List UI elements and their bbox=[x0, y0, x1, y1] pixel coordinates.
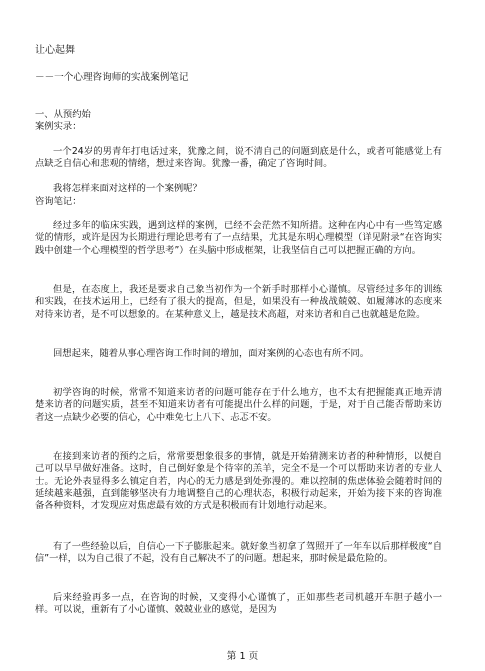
notes-paragraph-1: 经过多年的临床实践，遇到这样的案例，已经不会茫然不知所措。这种在内心中有一些笃定感觉的情形，或许是因为长期进行理论思考有了一点结果，尤其是东明心理模型（详见附录“在咨询实践中创建一个心理模型的哲学思考”）在头脑中形成框架，让我坚信自己可以把握正确的方向。 bbox=[35, 220, 442, 256]
case-paragraph-2: 我将怎样来面对这样的一个案例呢？ bbox=[53, 183, 202, 194]
notes-label: 咨询笔记： bbox=[35, 196, 82, 207]
notes-paragraph-3: 回想起来，随着从事心理咨询工作时间的增加，面对案例的心态也有所不同。 bbox=[53, 348, 370, 359]
document-title: 让心起舞 bbox=[35, 45, 75, 56]
notes-paragraph-2: 但是，在态度上，我还是要求自己象当初作为一个新手时那样小心谨慎。尽管经过多年的训练和实践，在技术运用上，已经有了很大的提高，但是，如果没有一种战战兢兢、如履薄冰的态度来对待来访者，是不可以想象的。在某种意义上，越是技术高超，对来访者和自己也就越是危险。 bbox=[35, 284, 442, 320]
case-label: 案例实录： bbox=[35, 121, 82, 132]
section-heading: 一、从预约始 bbox=[35, 109, 91, 120]
document-subtitle: －－一个心理咨询师的实战案例笔记 bbox=[35, 72, 189, 83]
notes-paragraph-4: 初学咨询的时候，常常不知道来访者的问题可能存在于什么地方，也不太有把握能真正地弄清楚来访者的问题实质，甚至不知道来访者有可能提出什么样的问题，于是，对于自己能否帮助来访者这一点缺少必要的信心，心中难免七上八下、忐忑不安。 bbox=[35, 387, 442, 423]
page-number: 第 1 页 bbox=[226, 651, 259, 662]
notes-paragraph-6: 有了一些经验以后，自信心一下子膨胀起来。就好象当初拿了驾照开了一年车以后那样极度“自信”一样，以为自己很了不起，没有自己解决不了的问题。想起来，那时候是最危险的。 bbox=[35, 541, 442, 565]
notes-paragraph-5: 在接到来访者的预约之后，常常要想象很多的事情，就是开始猜测来访者的种种情形，以便自己可以早早做好准备。这时，自己倒好象是个待宰的羔羊，完全不是一个可以帮助来访者的专业人士。无论外表显得多么镇定自若，内心的无力感是到处弥漫的。难以控制的焦虑体验会随着时间的延续越来越强，直到能够坚决有力地调整自己的心理状态，积极行动起来，开始为接下来的咨询准备各种资料，才发现应对焦虑最有效的方式是积极而有计划地行动起来。 bbox=[35, 451, 442, 512]
notes-paragraph-7: 后来经验再多一点，在咨询的时候，又变得小心谨慎了，正如那些老司机越开车胆子越小一样。可以说，重新有了小心谨慎、兢兢业业的感觉，是因为 bbox=[35, 592, 442, 616]
case-paragraph-1: 一个24岁的男青年打电话过来，犹豫之间，说不清自己的问题到底是什么，或者可能感觉上有点缺乏自信心和悲观的情绪，想过来咨询。犹豫一番，确定了咨询时间。 bbox=[35, 146, 442, 170]
